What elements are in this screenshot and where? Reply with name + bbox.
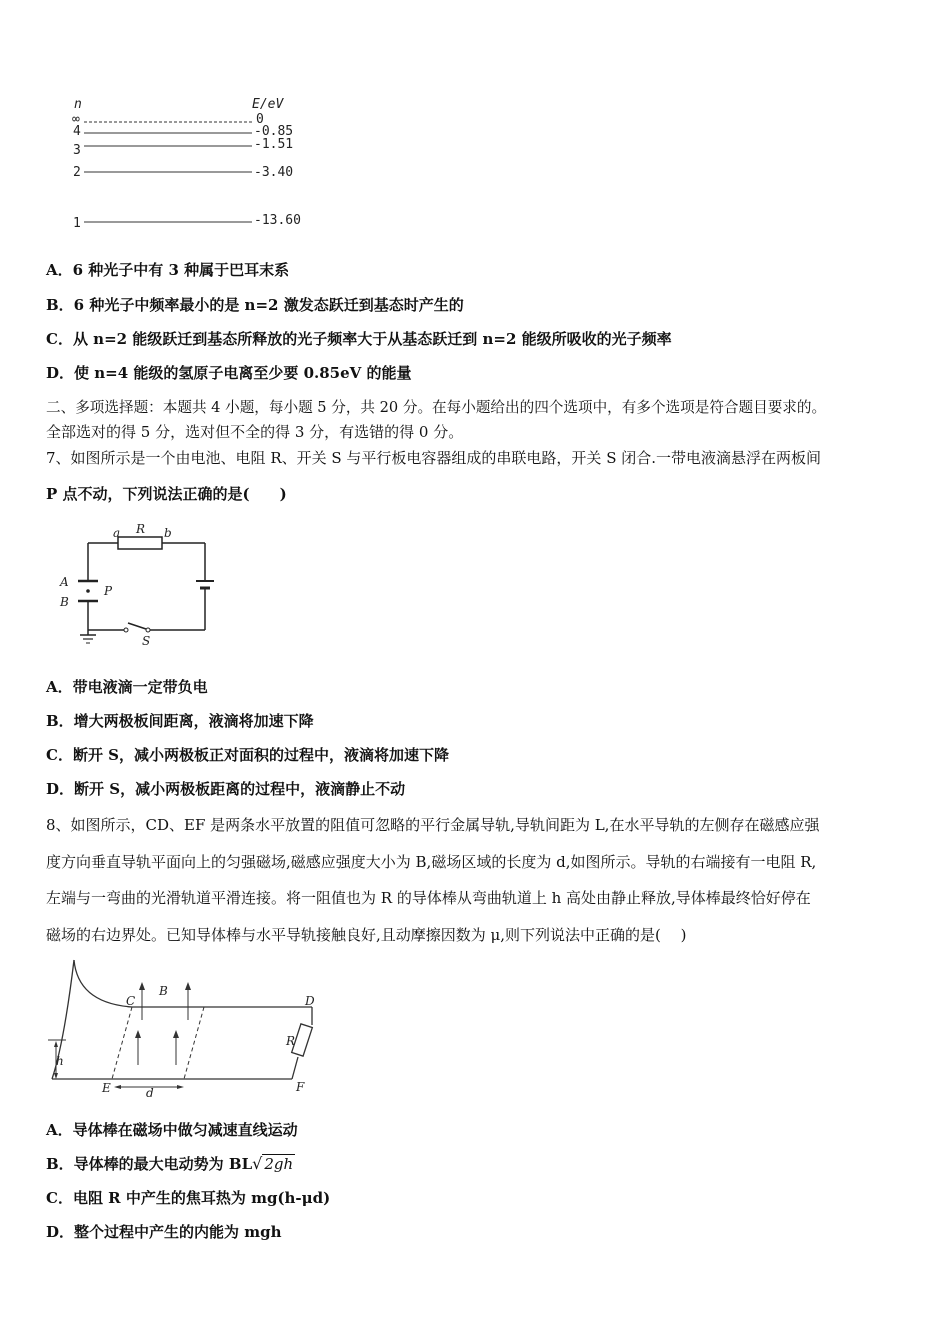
q7-stem-line2: P 点不动，下列说法正确的是( ) [46,485,287,503]
q7-option-b: B．增大两极板间距离，液滴将加速下降 [46,712,314,730]
q6-option-a: A．6 种光子中有 3 种属于巴耳末系 [46,261,290,279]
label-a: a [113,526,121,540]
q6-option-d: D．使 n=4 能级的氢原子电离至少要 0.85eV 的能量 [46,364,412,382]
q8-rail-figure [42,955,332,1100]
q8-stem-line4: 磁场的右边界处。已知导体棒与水平导轨接触良好,且动摩擦因数为 μ,则下列说法中正确的是( ) [46,926,687,944]
rail-diagram [42,955,332,1100]
level-value-3: -1.51 [254,137,294,152]
section2-instructions-line2: 全部选对的得 5 分，选对但不全的得 3 分，有选错的得 0 分。 [46,423,464,441]
label-c: C [126,994,136,1008]
resistor-r [118,537,162,549]
q8-stem-line3: 左端与一弯曲的光滑轨道平滑连接。将一阻值也为 R 的导体棒从弯曲轨道上 h 高处由静止释放,导体棒最终恰好停在 [46,889,811,907]
switch-icon [146,628,150,632]
section2-instructions-line1: 二、多项选择题：本题共 4 小题，每小题 5 分，共 20 分。在每小题给出的四个选项中，有多个选项是符合题目要求的。 [46,399,827,416]
label-e: E [102,1081,111,1095]
q7-stem-line1: 7、如图所示是一个由电池、电阻 R、开关 S 与平行板电容器组成的串联电路，开关 S 闭合.一带电液滴悬浮在两板间 [46,449,822,467]
q6-option-c: C．从 n=2 能级跃迁到基态所释放的光子频率大于从基态跃迁到 n=2 能级所吸收的光子频率 [46,330,672,348]
level-n-1: 1 [73,216,81,231]
q8-option-d: D．整个过程中产生的内能为 mgh [46,1223,282,1241]
label-plate-b: B [60,595,69,609]
droplet-p [86,589,90,593]
label-r: R [136,522,146,536]
level-value-2: -3.40 [254,165,294,180]
label-d-length: d [146,1086,154,1100]
label-b: b [164,526,172,540]
level-n-inf: ∞ [72,112,80,127]
label-s: S [142,634,151,648]
label-r: R [286,1034,296,1048]
label-f: F [296,1080,305,1094]
label-b: B [159,984,168,998]
level-n-4: 4 [73,124,81,139]
q8-option-b [46,1154,295,1174]
level-n-2: 2 [73,165,81,180]
q6-option-b: B．6 种光子中频率最小的是 n=2 激发态跃迁到基态时产生的 [46,296,464,314]
circuit-diagram [50,515,220,660]
q8-stem-line2: 度方向垂直导轨平面向上的匀强磁场,磁感应强度大小为 B,磁场区域的长度为 d,如图所示。导轨的右端接有一电阻 R, [46,853,817,871]
field-left-boundary [112,1007,132,1079]
sqrt-radicand: 2gh [264,1155,294,1173]
energy-axis-label: E/eV [252,97,284,112]
label-h: h [56,1054,64,1068]
energy-level-diagram [60,95,320,235]
n-axis-label: n [74,97,82,112]
sqrt-symbol: √ [252,1154,263,1173]
level-n-3: 3 [73,143,81,158]
level-value-1: -13.60 [254,213,301,228]
q7-option-a: A．带电液滴一定带负电 [46,678,208,696]
q8-option-a: A．导体棒在磁场中做匀减速直线运动 [46,1121,298,1139]
label-plate-a: A [60,575,69,589]
q7-option-d: D．断开 S，减小两极板距离的过程中，液滴静止不动 [46,780,406,798]
q8-stem-line1: 8、如图所示，CD、EF 是两条水平放置的阻值可忽略的平行金属导轨,导轨间距为 L,在水平导轨的左侧存在磁感应强 [46,816,820,834]
field-right-boundary [184,1007,204,1079]
level-value-inf: 0 [256,112,264,127]
curved-rail-upper [74,960,312,1007]
label-d-point: D [305,994,315,1008]
q7-option-c: C．断开 S，减小两极板正对面积的过程中，液滴将加速下降 [46,746,449,764]
label-p: P [104,584,113,598]
q8-option-b-text: B．导体棒的最大电动势为 BL [46,1155,253,1173]
q8-option-c: C．电阻 R 中产生的焦耳热为 mg(h-μd) [46,1189,331,1207]
level-value-4: -0.85 [254,124,294,139]
q7-circuit-figure [50,515,220,660]
